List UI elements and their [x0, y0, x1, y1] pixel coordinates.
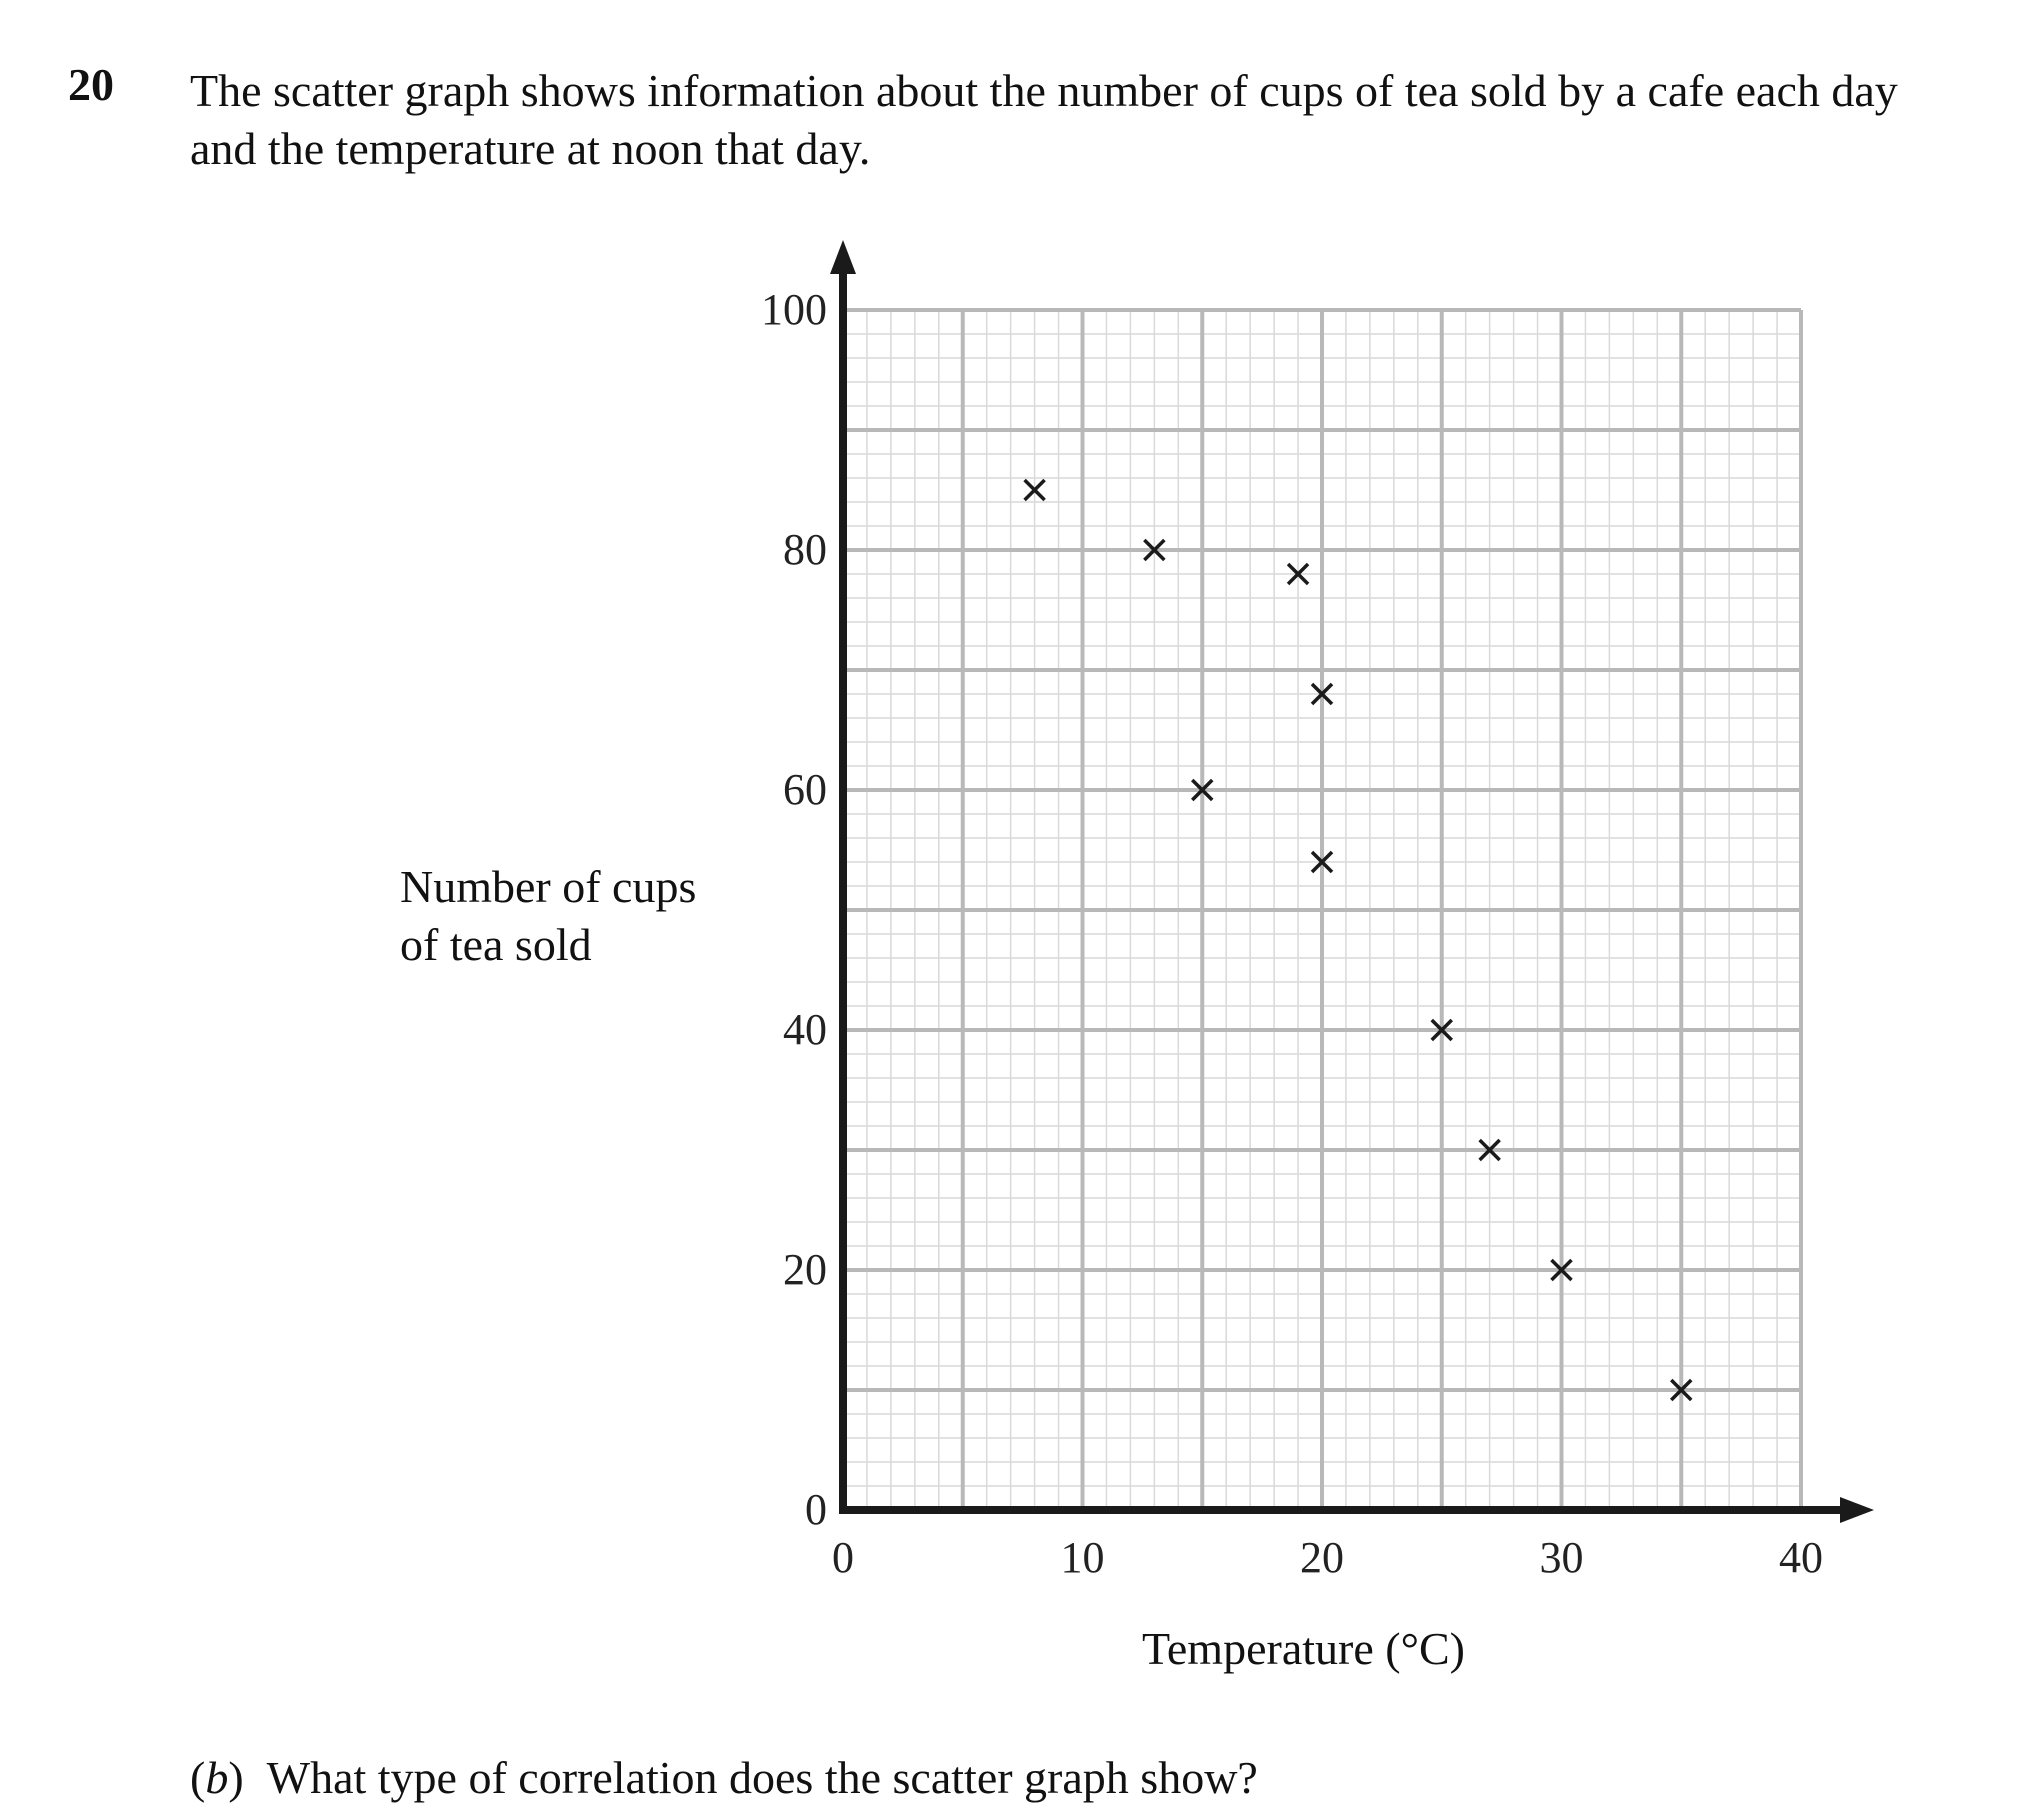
y-tick-label: 60 [783, 765, 827, 814]
y-tick-label: 40 [783, 1005, 827, 1054]
x-tick-label: 40 [1779, 1533, 1823, 1582]
part-b-text: What type of correlation does the scatter graph show? [266, 1752, 1258, 1803]
y-axis-arrow [830, 240, 856, 274]
x-tick-label: 0 [832, 1533, 854, 1582]
y-axis-label: Number of cups of tea sold [400, 861, 697, 970]
chart-grid [843, 310, 1801, 1510]
question-text: The scatter graph shows information about the number of cups of tea sold by a cafe each day and the temperature at noon that day. [190, 65, 1898, 174]
y-tick-label: 0 [805, 1485, 827, 1534]
question-number: 20 [68, 59, 114, 110]
x-axis-arrow [1840, 1497, 1874, 1523]
x-tick-label: 10 [1060, 1533, 1105, 1582]
y-tick-label: 100 [761, 285, 827, 334]
part-b-question: (b) What type of correlation does the scatter graph show? [190, 1752, 1258, 1803]
y-tick-label: 20 [783, 1245, 827, 1294]
x-tick-label: 30 [1539, 1533, 1584, 1582]
part-b-label: b [205, 1752, 229, 1803]
y-tick-label: 80 [783, 525, 827, 574]
x-tick-label: 20 [1300, 1533, 1344, 1582]
x-axis-label: Temperature (°C) [1142, 1623, 1465, 1674]
chart-points [1025, 480, 1692, 1400]
